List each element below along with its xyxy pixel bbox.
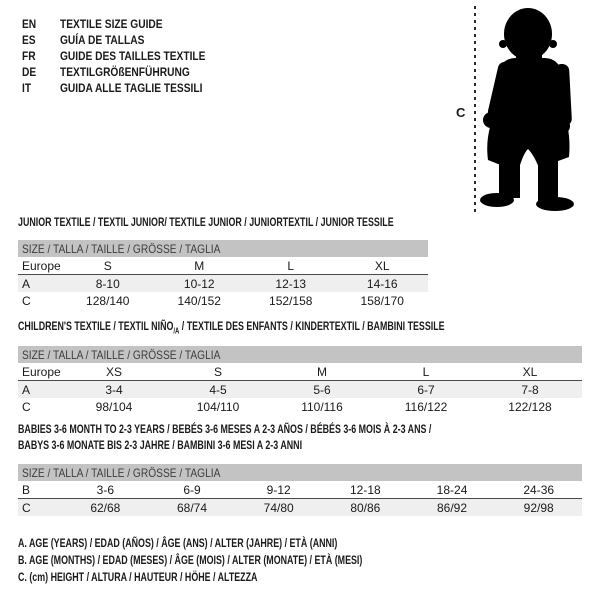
junior-section-title: JUNIOR TEXTILE / TEXTIL JUNIOR/ TEXTILE JUNIOR / JUNIORTEXTIL / JUNIOR TESSILE [18, 215, 394, 229]
table-cell: 4-5 [209, 382, 227, 397]
table-cell: XL [522, 364, 538, 379]
table-cell: 12-18 [350, 482, 381, 497]
table-cell: 86/92 [437, 500, 468, 515]
table-cell: 8-10 [95, 276, 120, 291]
table-cell: 74/80 [263, 500, 294, 515]
table-cell: 7-8 [521, 382, 539, 397]
table-cell: 110/116 [301, 399, 343, 414]
table-cell: M [194, 258, 205, 273]
table-row-age [18, 275, 428, 292]
table-cell: 158/170 [360, 293, 404, 308]
table-cell: 12-13 [275, 276, 307, 291]
table-cell: L [287, 258, 295, 273]
language-title: GUIDE DES TAILLES TEXTILE [60, 49, 206, 63]
table-row-height [18, 499, 582, 516]
table-cell: 98/104 [95, 399, 133, 414]
table-cell: 92/98 [523, 500, 554, 515]
size-header-label: SIZE / TALLA / TAILLE / GRÖSSE / TAGLIA [22, 347, 221, 362]
table-row-age [18, 381, 582, 398]
table-cell: 24-36 [523, 482, 555, 497]
language-code: FR [22, 49, 36, 63]
size-header-label: SIZE / TALLA / TAILLE / GRÖSSE / TAGLIA [22, 241, 221, 256]
children-title-subscript: /A [173, 326, 180, 336]
table-cell: XS [105, 364, 122, 379]
table-row-age-months [18, 481, 582, 499]
children-title-main: CHILDREN'S TEXTILE / TEXTIL NIÑO [18, 319, 174, 333]
table-row-height [18, 292, 428, 309]
table-cell: 18-24 [436, 482, 468, 497]
children-title-rest: / TEXTILE DES ENFANTS / KINDERTEXTIL / BAMBINI TESSILE [179, 319, 445, 333]
language-code: IT [22, 81, 32, 95]
footnotes [18, 535, 483, 586]
table-cell: 3-4 [105, 382, 123, 397]
row-label: C [22, 500, 31, 515]
table-cell: 62/68 [90, 500, 121, 515]
footnote-c: C. (cm) HEIGHT / ALTURA / HAUTEUR / HÖHE / ALTEZZA [18, 570, 258, 584]
language-title: GUÍA DE TALLAS [60, 33, 145, 47]
table-row-europe [18, 363, 582, 381]
table-row-europe [18, 257, 428, 275]
babies-section-title-line1: BABIES 3-6 MONTH TO 2-3 YEARS / BEBÉS 3-6 MESES A 2-3 AÑOS / BÉBÉS 3-6 MOIS À 2-3 ANS / [18, 422, 432, 436]
table-cell: S [103, 258, 112, 273]
row-label: C [22, 399, 31, 414]
children-size-table [18, 346, 582, 415]
language-list [22, 16, 231, 96]
table-cell: 9-12 [266, 482, 291, 497]
table-cell: 14-16 [366, 276, 398, 291]
size-header-bar [18, 464, 582, 481]
babies-size-table [18, 464, 582, 516]
table-cell: 68/74 [176, 500, 208, 515]
language-title: GUIDA ALLE TAGLIE TESSILI [60, 81, 203, 95]
table-cell: M [317, 364, 327, 379]
language-row [22, 64, 231, 80]
table-row-height [18, 398, 582, 415]
table-cell: 140/152 [177, 293, 221, 308]
language-title: TEXTILE SIZE GUIDE [60, 17, 163, 31]
row-label: Europe [22, 364, 61, 379]
table-cell: 6-9 [183, 482, 201, 497]
table-cell: 3-6 [96, 482, 114, 497]
table-cell: 152/158 [269, 293, 313, 308]
height-measure-line [474, 6, 476, 212]
language-title: TEXTILGRÖßENFÜHRUNG [60, 65, 190, 79]
language-code: ES [22, 33, 36, 47]
language-code: DE [22, 65, 37, 79]
baby-silhouette-icon [478, 6, 588, 212]
height-measure-label: C [456, 105, 466, 120]
children-section-title [18, 319, 445, 338]
table-cell: 122/128 [508, 399, 552, 414]
table-cell: 128/140 [86, 293, 130, 308]
table-cell: XL [374, 258, 390, 273]
table-cell: 104/110 [196, 399, 240, 414]
table-cell: 80/86 [350, 500, 381, 515]
size-header-bar [18, 346, 582, 363]
row-label: B [22, 482, 31, 497]
babies-section-title-line2: BABYS 3-6 MONATE BIS 2-3 JAHRE / BAMBINI 3-6 MESI A 2-3 ANNI [18, 438, 303, 452]
row-label: A [22, 382, 31, 397]
language-row [22, 48, 231, 64]
language-row [22, 16, 231, 32]
table-cell: 116/122 [404, 399, 448, 414]
table-cell: 6-7 [417, 382, 435, 397]
row-label: A [22, 276, 31, 291]
language-code: EN [22, 17, 37, 31]
table-cell: L [422, 364, 430, 379]
table-cell: S [213, 364, 222, 379]
footnote-a: A. AGE (YEARS) / EDAD (AÑOS) / ÂGE (ANS) / ALTER (JAHRE) / ETÀ (ANNI) [18, 536, 338, 550]
language-row [22, 32, 231, 48]
table-cell: 5-6 [313, 382, 331, 397]
row-label: Europe [22, 258, 61, 273]
language-row [22, 80, 231, 96]
size-header-label: SIZE / TALLA / TAILLE / GRÖSSE / TAGLIA [22, 465, 221, 480]
row-label: C [22, 293, 31, 308]
junior-size-table [18, 240, 428, 309]
footnote-b: B. AGE (MONTHS) / EDAD (MESES) / ÂGE (MOIS) / ALTER (MONATE) / ETÀ (MESI) [18, 553, 363, 567]
table-cell: 10-12 [183, 276, 215, 291]
size-header-bar [18, 240, 428, 257]
